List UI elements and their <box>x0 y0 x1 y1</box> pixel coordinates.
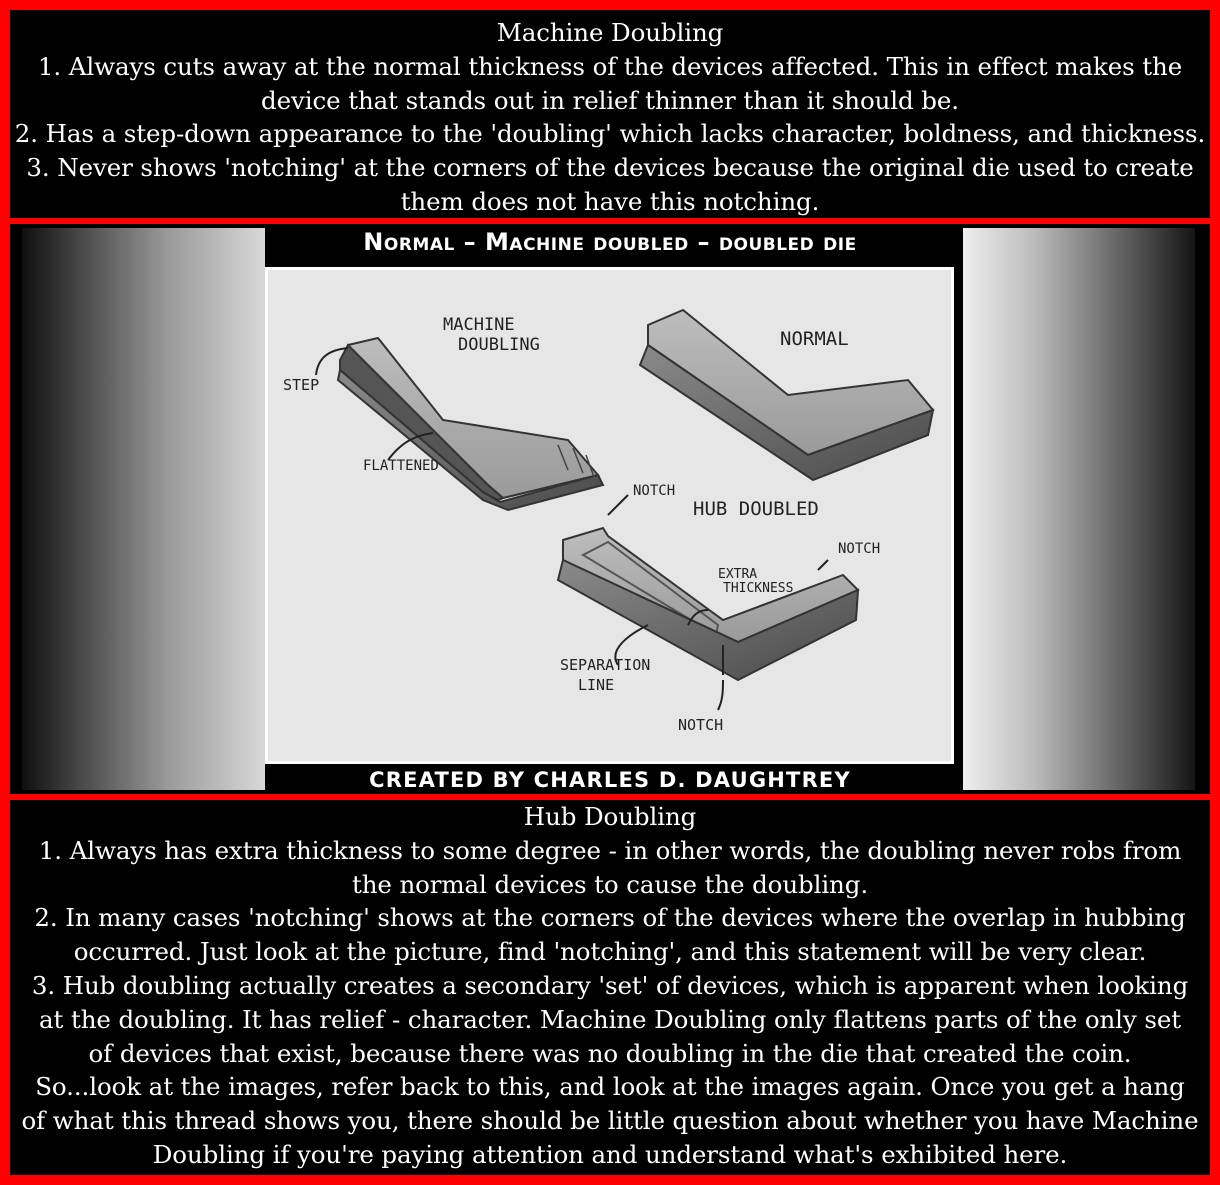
hub-doubling-line: occurred. Just look at the picture, find 'notching', and this statement will be very clear. <box>73 937 1147 967</box>
hub-doubling-panel <box>10 800 1210 1175</box>
label-hub-doubled: HUB DOUBLED <box>693 498 819 520</box>
label-separation-2: LINE <box>578 676 615 694</box>
machine-doubling-heading: Machine Doubling <box>496 18 724 47</box>
label-extra-2: THICKNESS <box>723 581 794 596</box>
figure-panel <box>10 224 1210 794</box>
label-normal: NORMAL <box>780 328 849 350</box>
hub-doubling-line: 2. In many cases 'notching' shows at the corners of the devices where the overlap in hubbing <box>34 903 1186 933</box>
hub-doubling-heading: Hub Doubling <box>523 802 697 831</box>
figure-title: Normal – Machine doubled – doubled die <box>363 228 857 256</box>
label-separation-1: SEPARATION <box>560 656 651 674</box>
machine-doubling-line: 3. Never shows 'notching' at the corners of the devices because the original die used to create <box>26 153 1194 183</box>
hub-doubling-line: 1. Always has extra thickness to some degree - in other words, the doubling never robs from <box>38 835 1182 865</box>
left-gradient-bar <box>22 228 265 790</box>
machine-doubling-panel <box>10 10 1210 218</box>
machine-doubling-line: 1. Always cuts away at the normal thickness of the devices affected. This in effect makes the <box>37 51 1183 81</box>
machine-doubling-line: them does not have this notching. <box>400 186 820 216</box>
label-notch-right: NOTCH <box>838 541 881 557</box>
figure-credit: CREATED BY CHARLES D. DAUGHTREY <box>369 768 851 792</box>
doubling-sketch-image <box>265 267 954 764</box>
machine-doubling-line: 2. Has a step-down appearance to the 'doubling' which lacks character, boldness, and thickness. <box>14 119 1206 149</box>
label-flattened: FLATTENED <box>363 458 439 474</box>
machine-doubling-line: device that stands out in relief thinner than it should be. <box>261 85 959 115</box>
hub-doubling-line: 3. Hub doubling actually creates a secondary 'set' of devices, which is apparent when looking <box>31 970 1189 1000</box>
label-notch-bottom: NOTCH <box>678 716 724 734</box>
hub-doubling-line: So...look at the images, refer back to this, and look at the images again. Once you get a hang <box>35 1072 1185 1102</box>
hub-doubling-line: of what this thread shows you, there should be little question about whether you have Machine <box>21 1106 1199 1136</box>
hub-doubling-line: at the doubling. It has relief - character. Machine Doubling only flattens parts of the only set <box>39 1004 1181 1034</box>
machine-doubled-shape <box>338 338 603 510</box>
label-machine-1: MACHINE <box>443 315 515 335</box>
label-step: STEP <box>283 376 320 394</box>
hub-doubling-line: of devices that exist, because there was no doubling in the die that created the coin. <box>88 1038 1132 1068</box>
label-extra-1: EXTRA <box>718 567 758 582</box>
right-gradient-bar <box>963 228 1195 790</box>
hub-doubling-line: the normal devices to cause the doubling. <box>351 869 869 899</box>
label-machine-2: DOUBLING <box>458 335 540 355</box>
hub-doubling-line: Doubling if you're paying attention and understand what's exhibited here. <box>152 1139 1068 1169</box>
label-notch-top: NOTCH <box>633 483 676 499</box>
